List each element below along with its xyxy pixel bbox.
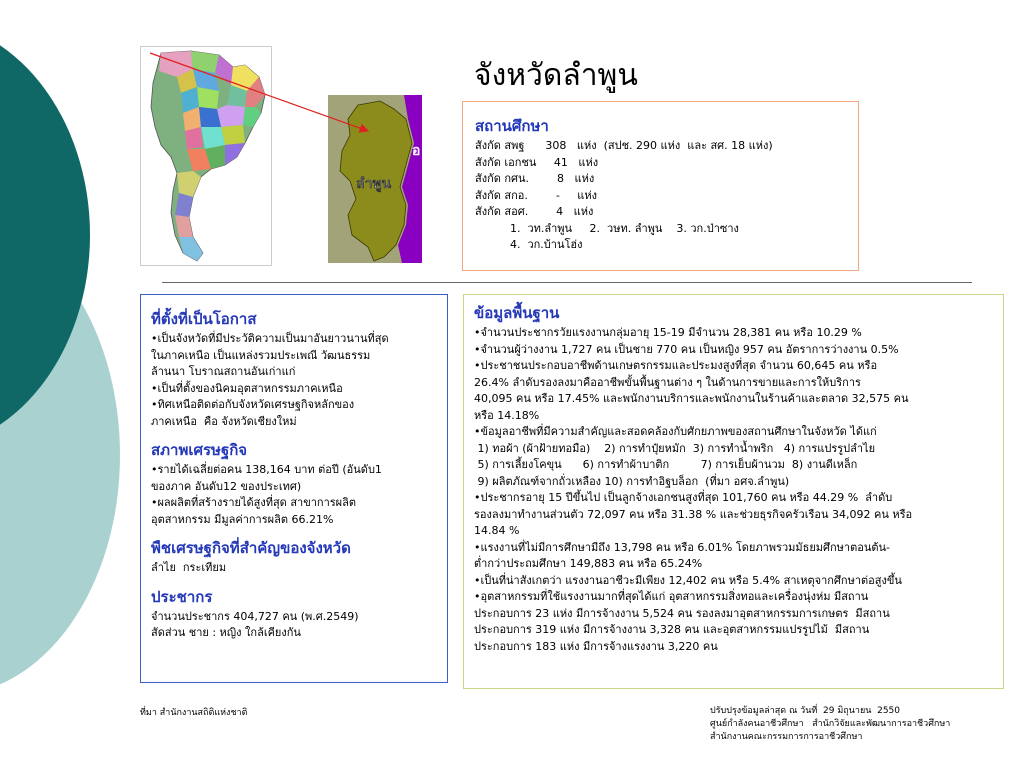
education-line: สังกัด เอกชน 41 แห่ง [475, 155, 599, 169]
economy-line: •รายได้เฉลี่ยต่อคน 138,164 บาท ต่อปี (อันดับ1 [151, 463, 382, 476]
economy-line: อุตสาหกรรม มีมูลค่าการผลิต 66.21% [151, 512, 334, 526]
basic-line: ประกอบการ 23 แห่ง มีการจ้างงาน 5,524 คน รองลงมาอุตสาหกรรมการเกษตร มีสถาน [474, 606, 890, 620]
basic-line: •เป็นที่น่าสังเกตว่า แรงงานอาชีวะมีเพียง 12,402 คน หรือ 5.4% สาเหตุจากศึกษาต่อสูงขึ้น [474, 573, 902, 587]
basic-line: ต่ำกว่าประถมศึกษา 149,883 คน หรือ 65.24% [474, 557, 703, 570]
lamphun-map-label: ลำพูน [356, 176, 392, 192]
basic-line: รองลงมาทำงานส่วนตัว 72,097 คน หรือ 31.38 % และช่วยธุรกิจครัวเรือน 34,092 คน หรือ [474, 507, 913, 521]
basic-heading: ข้อมูลพื้นฐาน [474, 304, 560, 322]
basic-line: •จำนวนผู้ว่างงาน 1,727 คน เป็นชาย 770 คน เป็นหญิง 957 คน อัตราการว่างงาน 0.5% [474, 342, 899, 356]
basic-line: ประกอบการ 319 แห่ง มีการจ้างงาน 3,328 คน และอุตสาหกรรมแปรรูปไม้ มีสถาน [474, 623, 870, 636]
thailand-map [140, 46, 272, 266]
basic-line: 40,095 คน หรือ 17.45% และพนักงานบริการและพนักงานในร้านค้าและตลาด 32,575 คน [474, 392, 909, 405]
education-line: สังกัด สอศ. 4 แห่ง [475, 205, 594, 218]
basic-line: •อุตสาหกรรมที่ใช้แรงงานมากที่สุดได้แก่ อุตสาหกรรมสิ่งทอและเครื่องนุ่งห่ม มีสถาน [474, 590, 869, 603]
opportunity-line: ในภาคเหนือ เป็นแหล่งรวมประเพณี วัฒนธรรม [151, 348, 371, 362]
opportunity-line: •ทิศเหนือติดต่อกับจังหวัดเศรษฐกิจหลักของ [151, 398, 355, 411]
basic-line: •ประชากรอายุ 15 ปีขึ้นไป เป็นลูกจ้างเอกชนสูงที่สุด 101,760 คน หรือ 44.29 % ลำดับ [474, 491, 893, 504]
population-line: สัดส่วน ชาย : หญิง ใกล้เคียงกัน [151, 626, 301, 639]
update-note [710, 705, 950, 744]
opportunity-line: •เป็นจังหวัดที่มีประวัติความเป็นมาอันยาวนานที่สุด [151, 332, 389, 345]
economy-line: ของภาค อันดับ12 ของประเทศ) [151, 479, 302, 493]
education-heading: สถานศึกษา [475, 117, 549, 135]
basic-line: 5) การเลี้ยงโคขุน 6) การทำผ้าบาติก 7) การเย็บผ้านวม 8) งานดีเหล็ก [474, 458, 858, 471]
opportunity-line: ภาคเหนือ คือ จังหวัดเชียงใหม่ [151, 414, 297, 428]
basic-line: 1) ทอผ้า (ผ้าฝ้ายทอมือ) 2) การทำปุ๋ยหมัก 3) การทำน้ำพริก 4) การแปรรูปลำไย [474, 441, 876, 455]
opportunity-line: ล้านนา โบราณสถานอันเก่าแก่ [151, 365, 296, 378]
basic-line: 26.4% ลำดับรองลงมาคืออาชีพขั้นพื้นฐานต่าง ๆ ในด้านการขายและการให้บริการ [474, 375, 861, 389]
update-line: ศูนย์กำลังคนอาชีวศึกษา สำนักวิจัยและพัฒนาการอาชีวศึกษา [710, 719, 951, 729]
update-line: ปรับปรุงข้อมูลล่าสุด ณ วันที่ 29 มิถุนายน 2550 [710, 706, 900, 716]
education-line: 1. วท.ลำพูน 2. วษท. ลำพูน 3. วก.ป่าซาง [475, 221, 739, 235]
source-note: ที่มา สำนักงานสถิติแห่งชาติ [140, 708, 248, 718]
page-title: จังหวัดลำพูน [474, 58, 638, 93]
basic-info-panel [463, 294, 1004, 689]
education-line: สังกัด กศน. 8 แห่ง [475, 172, 595, 185]
basic-line: ประกอบการ 183 แห่ง มีการจ้างแรงงาน 3,220 คน [474, 639, 718, 653]
neighbor-map-label: อ [412, 143, 421, 159]
basic-line: •แรงงานที่ไม่มีการศึกษามีถึง 13,798 คน หรือ 6.01% โดยภาพรวมมัธยมศึกษาตอนต้น- [474, 540, 891, 554]
education-line: สังกัด สพฐ 308 แห่ง (สปช. 290 แห่ง และ สศ. 18 แห่ง) [475, 139, 773, 152]
basic-line: 9) ผลิตภัณฑ์จากถั่วเหลือง 10) การทำอิฐบล็อก (ที่มา อศจ.ลำพูน) [474, 474, 790, 488]
opportunity-heading: ที่ตั้งที่เป็นโอกาส [151, 310, 257, 328]
province-profile-panel [140, 294, 448, 683]
opportunity-line: •เป็นที่ตั้งของนิคมอุตสาหกรรมภาคเหนือ [151, 381, 343, 395]
basic-line: หรือ 14.18% [474, 408, 540, 422]
education-line: สังกัด สกอ. - แห่ง [475, 188, 597, 202]
lamphun-province-map [328, 95, 422, 263]
economy-line: •ผลผลิตที่สร้างรายได้สูงที่สุด สาขาการผลิต [151, 496, 356, 509]
population-line: จำนวนประชากร 404,727 คน (พ.ศ.2549) [151, 609, 359, 623]
update-line: สำนักงานคณะกรรมการการอาชีวศึกษา [710, 732, 863, 742]
economy-heading: สภาพเศรษฐกิจ [151, 441, 248, 459]
basic-line: •จำนวนประชากรวัยแรงงานกลุ่มอายุ 15-19 มีจำนวน 28,381 คน หรือ 10.29 % [474, 326, 862, 339]
education-panel [462, 101, 859, 271]
education-line: 4. วก.บ้านโฮ่ง [475, 238, 583, 251]
section-divider [162, 282, 972, 283]
basic-line: •ข้อมูลอาชีพที่มีความสำคัญและสอดคล้องกับศักยภาพของสถานศึกษาในจังหวัด ได้แก่ [474, 425, 877, 438]
basic-line: •ประชาชนประกอบอาชีพด้านเกษตรกรรมและประมงสูงที่สุด จำนวน 60,645 คน หรือ [474, 359, 878, 372]
population-heading: ประชากร [151, 587, 213, 606]
crops-line: ลำไย กระเทียม [151, 561, 227, 574]
crops-heading: พืชเศรษฐกิจที่สำคัญของจังหวัด [151, 539, 351, 557]
basic-line: 14.84 % [474, 524, 520, 537]
